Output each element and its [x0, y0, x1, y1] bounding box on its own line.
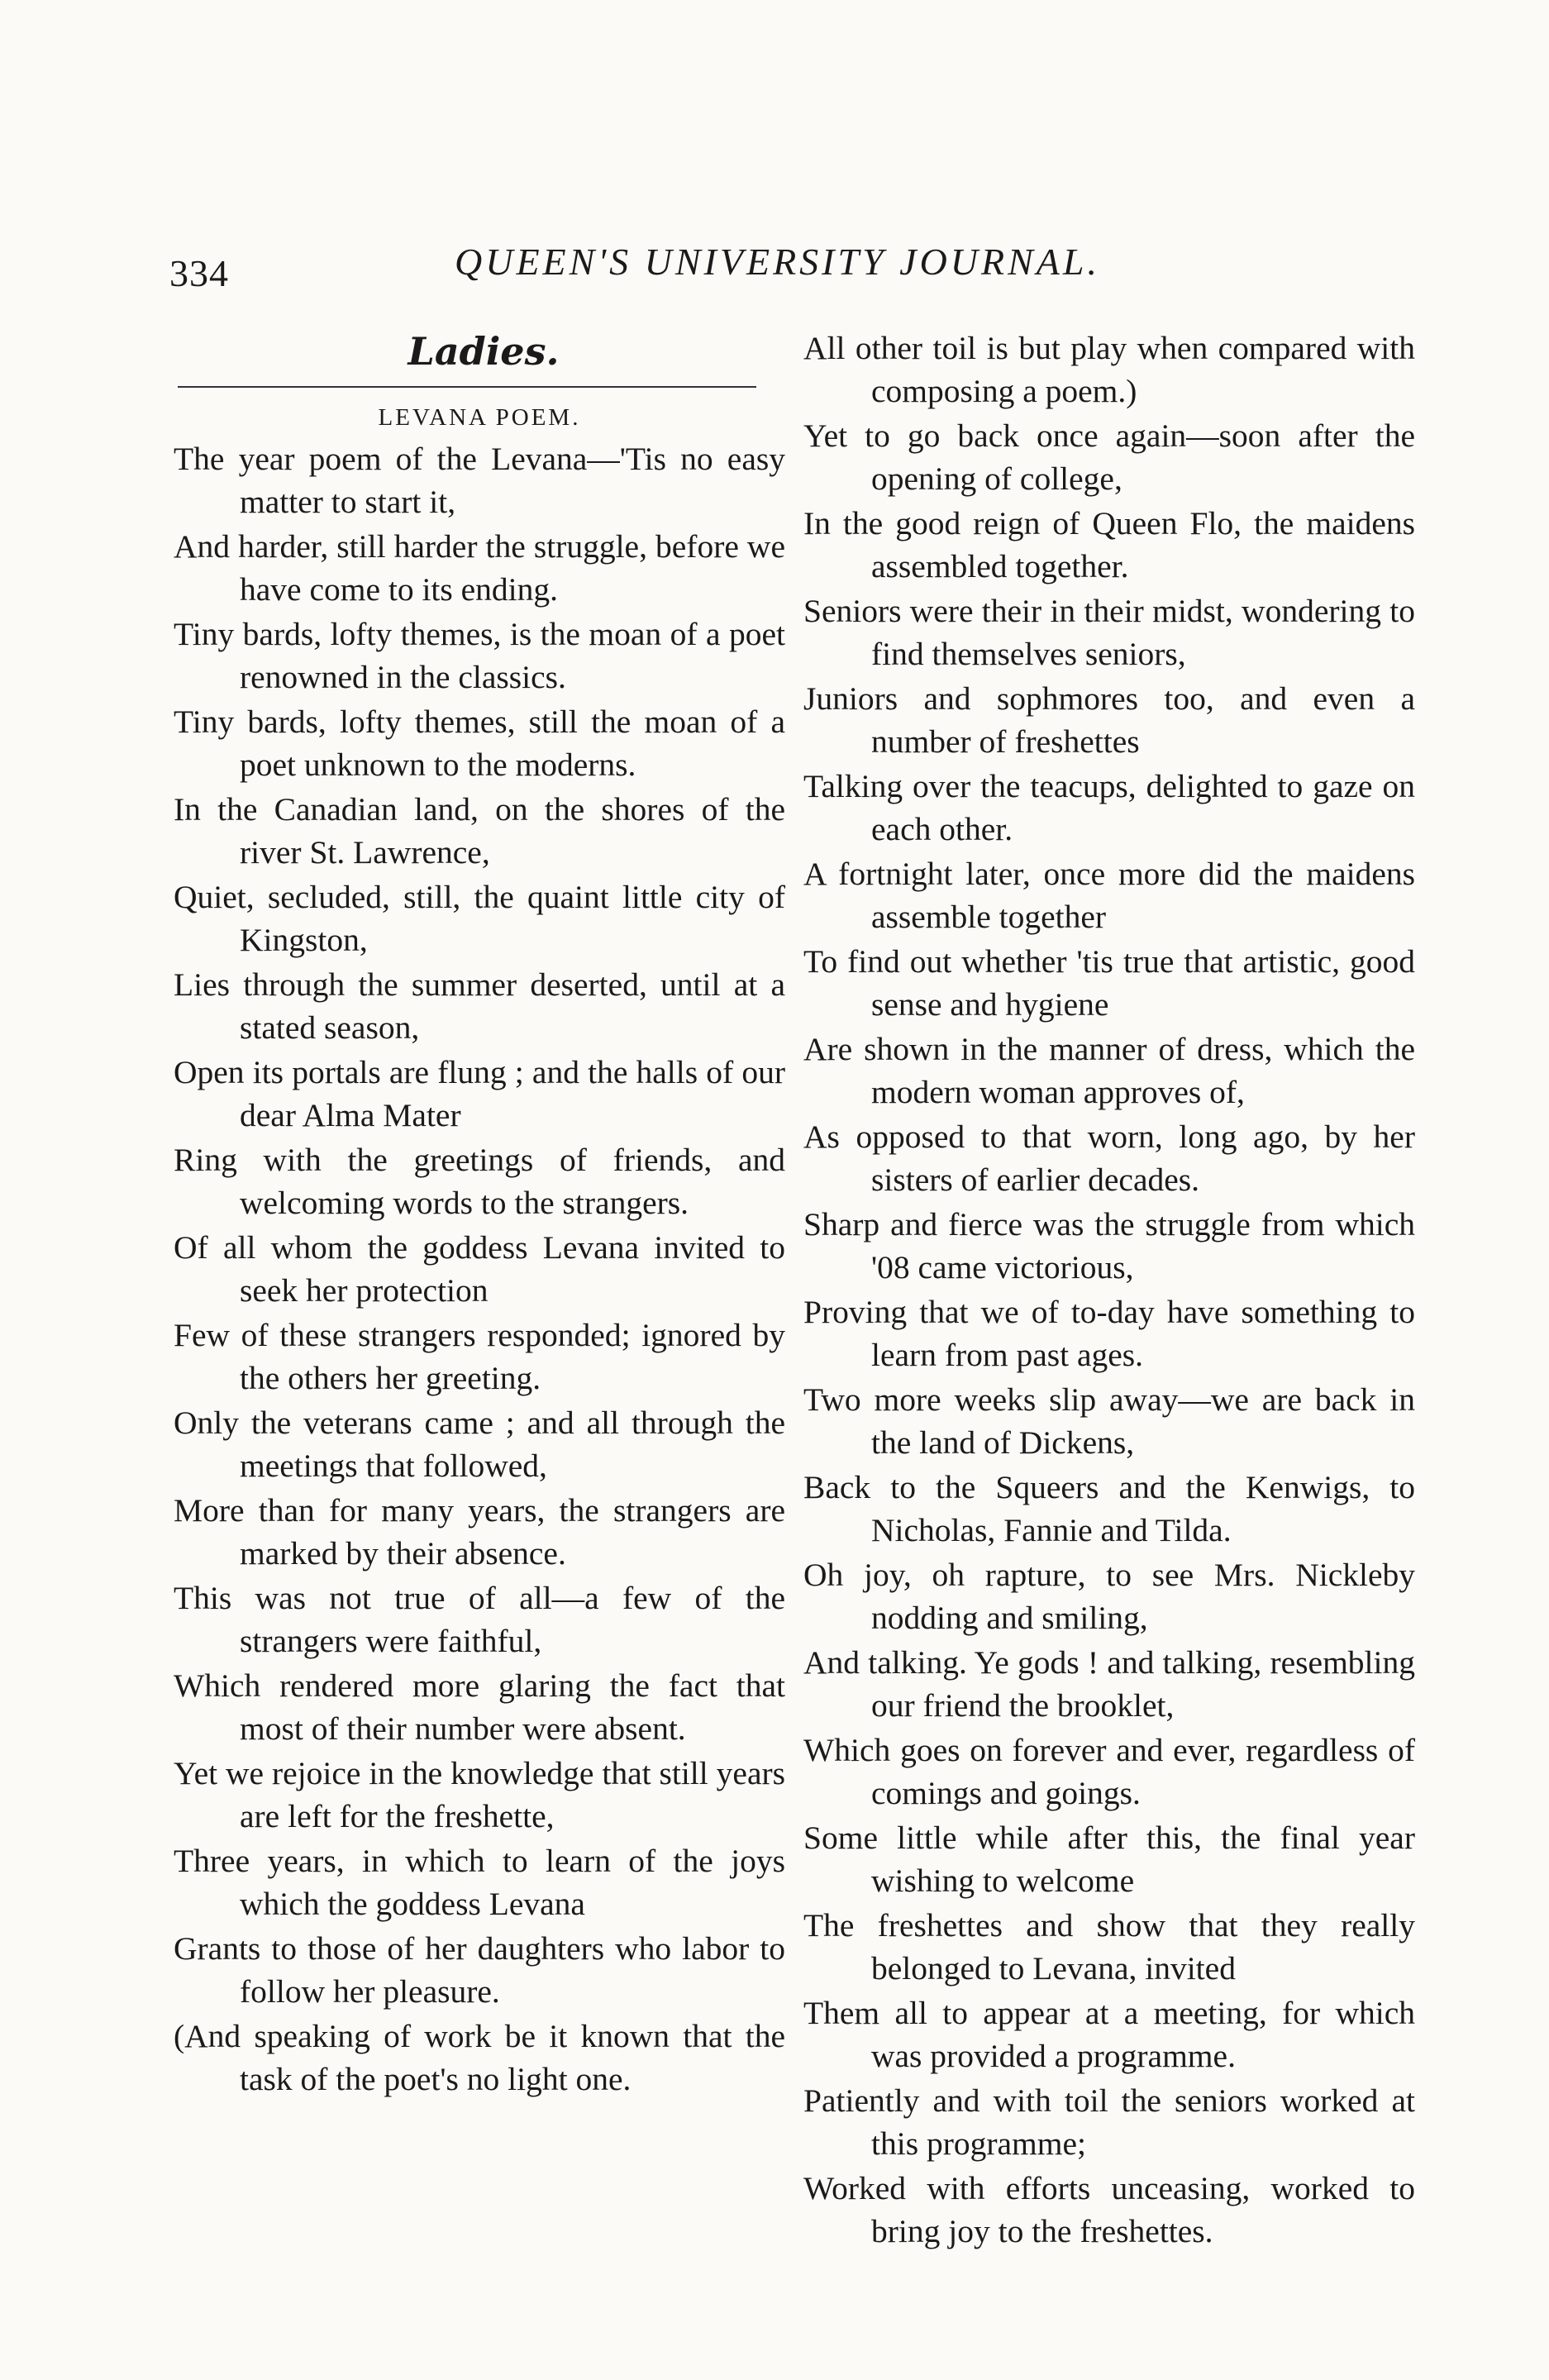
poem-line: Patiently and with toil the seniors worked at this programme;: [803, 2082, 1415, 2162]
poem-line: Back to the Squeers and the Kenwigs, to Nicholas, Fannie and Tilda.: [803, 1469, 1415, 1548]
poem-line: Worked with efforts unceasing, worked to bring joy to the freshettes.: [803, 2170, 1415, 2249]
poem-line: This was not true of all—a few of the strangers were faithful,: [174, 1580, 785, 1659]
poem-line: Oh joy, oh rapture, to see Mrs. Nickleby nodding and smiling,: [803, 1557, 1415, 1636]
poem-line: To find out whether 'tis true that artistic, good sense and hygiene: [803, 943, 1415, 1023]
right-poem-lines: [803, 327, 1415, 2253]
poem-line: And harder, still harder the struggle, before we have come to its ending.: [174, 528, 785, 608]
poem-line: Lies through the summer deserted, until at a stated season,: [174, 966, 785, 1046]
poem-line: All other toil is but play when compared with composing a poem.): [803, 330, 1415, 409]
poem-line: Some little while after this, the final year wishing to welcome: [803, 1820, 1415, 1899]
left-poem-lines: [174, 437, 785, 2101]
poem-line: Are shown in the manner of dress, which the modern woman approves of,: [803, 1031, 1415, 1110]
poem-line: Three years, in which to learn of the joys which the goddess Levana: [174, 1843, 785, 1922]
poem-line: Of all whom the goddess Levana invited to seek her protection: [174, 1229, 785, 1309]
poem-line: Proving that we of to-day have something to learn from past ages.: [803, 1294, 1415, 1373]
page-header: [169, 240, 1426, 298]
left-column: [174, 327, 785, 2102]
poem-line: Quiet, secluded, still, the quaint little city of Kingston,: [174, 879, 785, 958]
poem-line: (And speaking of work be it known that the task of the poet's no light one.: [174, 2018, 785, 2097]
poem-line: Tiny bards, lofty themes, is the moan of a poet renowned in the classics.: [174, 616, 785, 695]
poem-line: Seniors were their in their midst, wondering to find themselves seniors,: [803, 593, 1415, 672]
section-divider: [178, 386, 756, 388]
poem-line: More than for many years, the strangers are marked by their absence.: [174, 1492, 785, 1572]
poem-line: Open its portals are flung ; and the halls of our dear Alma Mater: [174, 1054, 785, 1133]
poem-line: Yet we rejoice in the knowledge that still years are left for the freshette,: [174, 1755, 785, 1834]
poem-line: Ring with the greetings of friends, and welcoming words to the strangers.: [174, 1142, 785, 1221]
poem-line: As opposed to that worn, long ago, by her sisters of earlier decades.: [803, 1118, 1415, 1198]
poem-line: In the good reign of Queen Flo, the maidens assembled together.: [803, 505, 1415, 584]
journal-title: QUEEN'S UNIVERSITY JOURNAL.: [455, 241, 1100, 283]
poem-line: The year poem of the Levana—'Tis no easy matter to start it,: [174, 441, 785, 520]
poem-line: Them all to appear at a meeting, for which was provided a programme.: [803, 1995, 1415, 2074]
poem-line: Grants to those of her daughters who labor to follow her pleasure.: [174, 1930, 785, 2010]
poem-line: And talking. Ye gods ! and talking, resembling our friend the brooklet,: [803, 1644, 1415, 1724]
poem-title: LEVANA POEM.: [378, 404, 581, 431]
poem-line: Yet to go back once again—soon after the opening of college,: [803, 417, 1415, 497]
poem-line: In the Canadian land, on the shores of the river St. Lawrence,: [174, 791, 785, 870]
poem-line: Sharp and fierce was the struggle from which '08 came victorious,: [803, 1206, 1415, 1285]
poem-line: Few of these strangers responded; ignored by the others her greeting.: [174, 1317, 785, 1396]
section-heading: Ladies.: [408, 329, 560, 374]
poem-line: Talking over the teacups, delighted to gaze on each other.: [803, 768, 1415, 847]
poem-line: The freshettes and show that they really belonged to Levana, invited: [803, 1907, 1415, 1987]
page-number: 334: [169, 252, 229, 294]
poem-line: Which rendered more glaring the fact that most of their number were absent.: [174, 1667, 785, 1747]
poem-line: A fortnight later, once more did the maidens assemble together: [803, 856, 1415, 935]
poem-line: Only the veterans came ; and all through the meetings that followed,: [174, 1405, 785, 1484]
poem-line: Tiny bards, lofty themes, still the moan of a poet unknown to the moderns.: [174, 704, 785, 783]
poem-line: Two more weeks slip away—we are back in the land of Dickens,: [803, 1381, 1415, 1461]
poem-line: Which goes on forever and ever, regardless of comings and goings.: [803, 1732, 1415, 1811]
poem-line: Juniors and sophmores too, and even a number of freshettes: [803, 680, 1415, 760]
right-column: [803, 327, 1415, 2254]
